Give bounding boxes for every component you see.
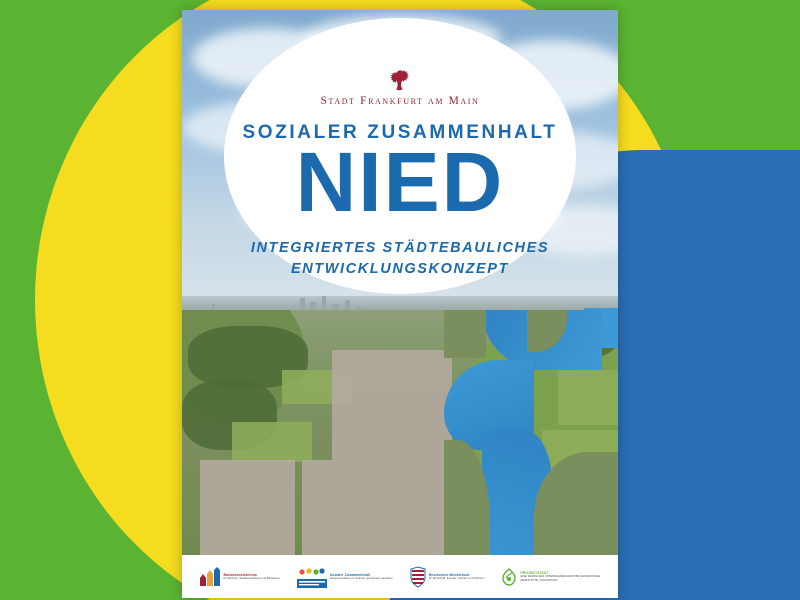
soziale-stadt-logo-icon: [297, 566, 327, 588]
logo-soziale-stadt-title: Sozialer Zusammenhalt: [329, 572, 370, 577]
logo-soziale-stadt: [297, 566, 393, 588]
logo-hessen-title: Hessisches Ministerium: [428, 572, 470, 577]
logo-bundesministerium: [199, 566, 280, 588]
logo-bundesministerium-text: [224, 573, 280, 580]
logo-projektstadt-lines: EINE MARKE DER UNTERNEHMENSGRUPPE NASSAUISCHE HEIMSTÄTTE / WOHNSTADT: [520, 575, 601, 582]
aerial-photograph: [182, 10, 618, 555]
logo-bundesministerium-lines: für Wohnen, Stadtentwicklung und Bauwesen: [223, 577, 280, 580]
bundesministerium-logo-icon: [199, 566, 221, 588]
cover-title: NIED: [295, 135, 505, 229]
projektstadt-logo-icon: [501, 568, 517, 586]
riverbank: [444, 310, 486, 358]
cover-kicker: SOZIALER ZUSAMMENHALT: [242, 122, 558, 143]
urban-block: [200, 460, 295, 555]
city-crest-label: Stadt Frankfurt am Main: [320, 95, 480, 107]
frankfurt-eagle-crest-icon: [387, 68, 413, 94]
cover-subtitle-line-1: INTEGRIERTES STÄDTEBAULICHES: [250, 240, 550, 256]
logo-soziale-stadt-lines: Zusammenleben im Quartier gemeinsam gestalten: [329, 577, 393, 580]
logo-hessen-text: [429, 573, 485, 580]
logo-projektstadt-text: [520, 571, 601, 582]
cover-subtitle-line-2: ENTWICKLUNGSKONZEPT: [290, 261, 510, 278]
city-crest: [250, 68, 550, 107]
cover-subtitle: [182, 238, 618, 280]
hessen-wappen-logo-icon: [410, 566, 426, 588]
footer-logo-strip: [182, 555, 618, 598]
farm-field: [232, 422, 312, 462]
document-cover-page: [182, 10, 618, 598]
farm-field: [558, 370, 618, 425]
logo-projektstadt: [501, 568, 601, 586]
urban-block: [302, 460, 452, 555]
logo-bundesministerium-title: Bundesministerium: [223, 572, 257, 577]
logo-projektstadt-title: PROJEKTSTADT: [520, 571, 549, 576]
logo-hessen: [410, 566, 485, 588]
logo-soziale-stadt-text: [330, 573, 393, 580]
urban-block: [332, 350, 452, 460]
logo-hessen-lines: für Wirtschaft, Energie, Verkehr und Wohnen: [428, 577, 485, 580]
